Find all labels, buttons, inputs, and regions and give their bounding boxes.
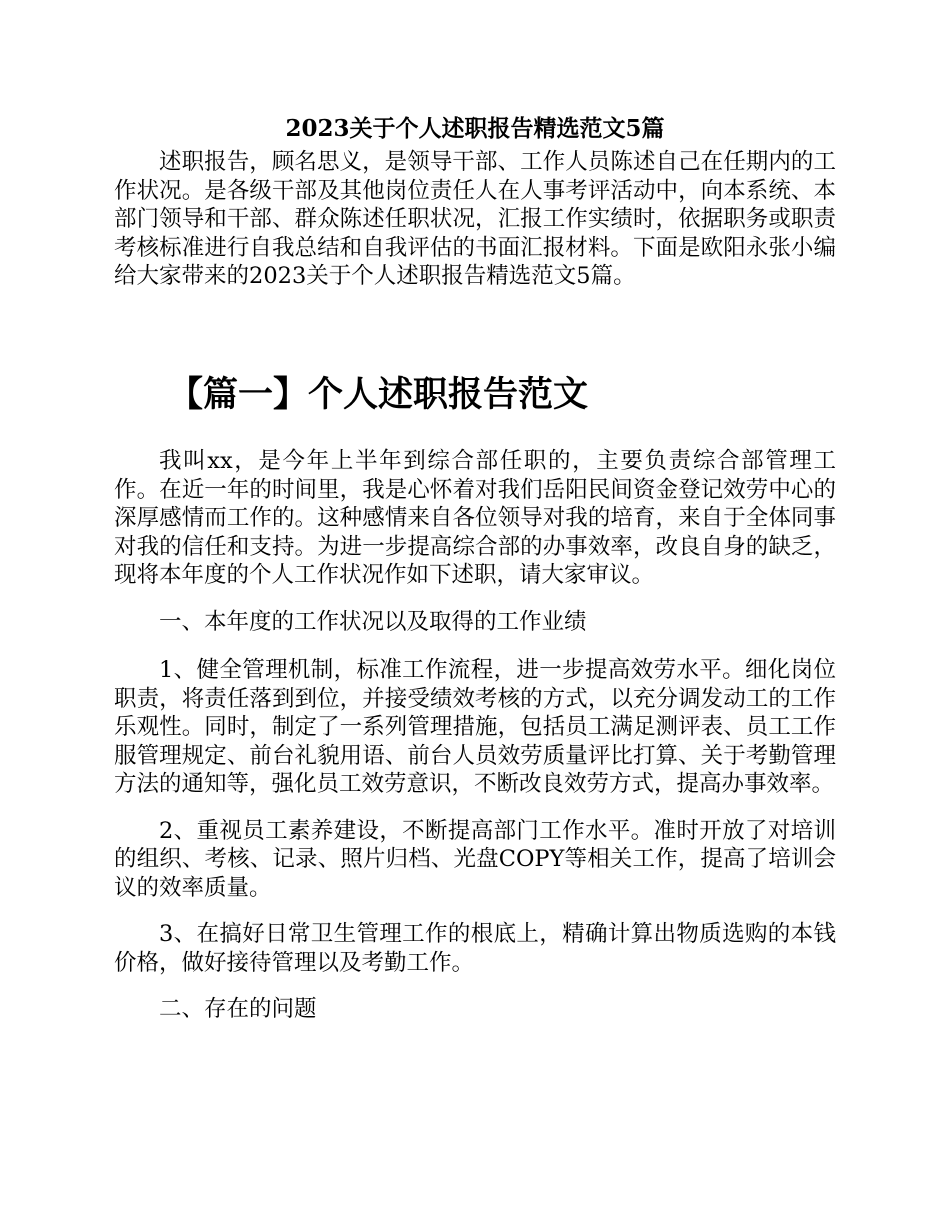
paragraph-item-1: 1、健全管理机制，标准工作流程，进一步提高效劳水平。细化岗位职责，将责任落到到位，并接受绩效考核的方式，以充分调发动工的工作乐观性。同时，制定了一系列管理措施，包括员工满足测评表、员工工作服管理规定、前台礼貌用语、前台人员效劳质量评比打算、关于考勤管理方法的通知等，强化员工效劳意识，不断改良效劳方式，提高办事效率。 (114, 657, 836, 797)
paragraph-self-intro: 我叫xx，是今年上半年到综合部任职的，主要负责综合部管理工作。在近一年的时间里，我是心怀着对我们岳阳民间资金登记效劳中心的深厚感情而工作的。这种感情来自各位领导对我的培育，来自于全体同事对我的信任和支持。为进一步提高综合部的办事效率，改良自身的缺乏，现将本年度的个人工作状况作如下述职，请大家审议。 (114, 448, 836, 588)
section-body (114, 447, 836, 1044)
document-title: 2023关于个人述职报告精选范文5篇 (285, 115, 665, 142)
section-heading: 【篇一】个人述职报告范文 (168, 374, 589, 415)
paragraph-item-3: 3、在搞好日常卫生管理工作的根底上，精确计算出物质选购的本钱价格，做好接待管理以及考勤工作。 (114, 921, 836, 976)
subheading-problems: 二、存在的问题 (159, 996, 317, 1022)
intro-paragraph: 述职报告，顾名思义，是领导干部、工作人员陈述自己在任期内的工作状况。是各级干部及其他岗位责任人在人事考评活动中，向本系统、本部门领导和干部、群众陈述任职状况，汇报工作实绩时，依据职务或职责考核标准进行自我总结和自我评估的书面汇报材料。下面是欧阳永张小编给大家带来的2023关于个人述职报告精选范文5篇。 (114, 149, 836, 289)
subheading-work-status: 一、本年度的工作状况以及取得的工作业绩 (159, 608, 587, 635)
paragraph-item-2: 2、重视员工素养建设，不断提高部门工作水平。准时开放了对培训的组织、考核、记录、照片归档、光盘COPY等相关工作，提高了培训会议的效率质量。 (114, 817, 836, 901)
